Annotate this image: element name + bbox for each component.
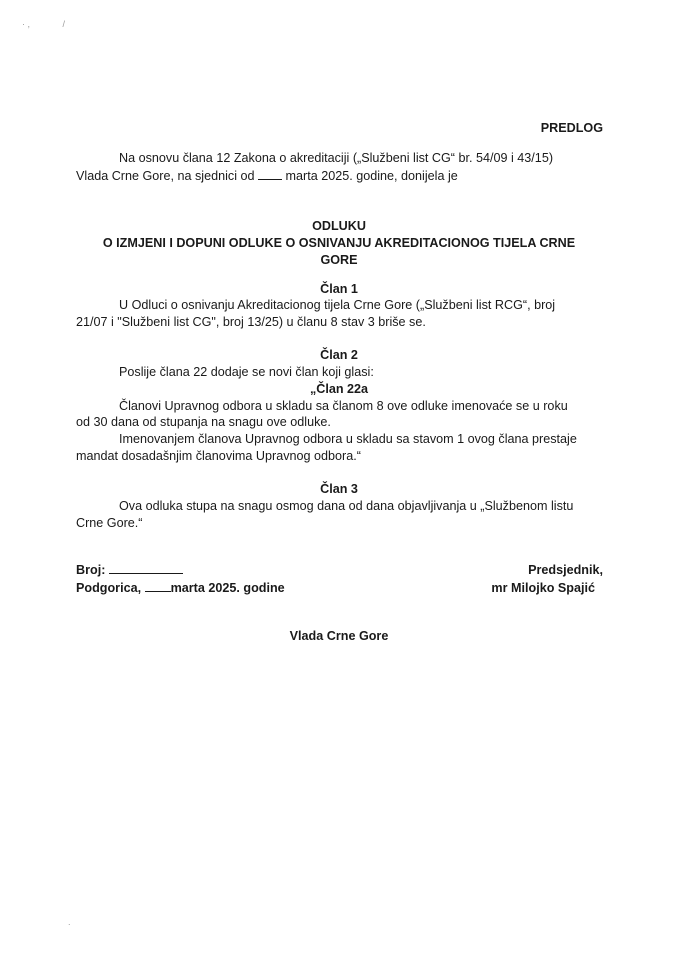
- article-2-line-3: Imenovanjem članova Upravnog odbora u skladu sa stavom 1 ovog člana prestaje: [119, 432, 577, 446]
- article-2-line-1: Članovi Upravnog odbora u skladu sa članom 8 ove odluke imenovaće se u roku: [119, 399, 568, 413]
- article-3-heading: Član 3: [320, 482, 358, 496]
- place-date: marta 2025. godine: [170, 581, 285, 595]
- signer-title: Predsjednik,: [528, 563, 603, 577]
- article-2-intro: Poslije člana 22 dodaje se novi član koji glasi:: [119, 365, 374, 379]
- issuer: Vlada Crne Gore: [289, 629, 389, 643]
- preamble-line-2-end: marta 2025. godine, donijela je: [285, 169, 458, 183]
- article-1-line-2: 21/07 i "Službeni list CG", broj 13/25) u članu 8 stav 3 briše se.: [76, 315, 426, 329]
- number-label: Broj:: [76, 563, 106, 577]
- article-3-line-2: Crne Gore.“: [76, 516, 143, 530]
- article-3-line-1: Ova odluka stupa na snagu osmog dana od dana objavljivanja u „Službenom listu: [119, 499, 574, 513]
- article-1-line-1: U Odluci o osnivanju Akreditacionog tijela Crne Gore („Službeni list RCG“, broj: [119, 298, 556, 312]
- number-line: [76, 562, 183, 579]
- scan-marks-bottom: .: [68, 917, 71, 927]
- preamble-line-2: [76, 168, 458, 185]
- article-2-sub-heading: „Član 22a: [309, 382, 369, 396]
- session-date-blank: [258, 168, 282, 180]
- preamble-line-1: Na osnovu člana 12 Zakona o akreditaciji („Službeni list CG“ br. 54/09 i 43/15): [119, 151, 554, 165]
- signer-name: mr Milojko Spajić: [491, 581, 595, 595]
- title-line-3: GORE: [320, 253, 358, 267]
- article-2-line-4: mandat dosadašnjim članovima Upravnog odbora.“: [76, 449, 361, 463]
- document-label: PREDLOG: [540, 121, 603, 135]
- preamble-line-2-start: Vlada Crne Gore, na sjednici od: [76, 169, 255, 183]
- place-label: Podgorica,: [76, 581, 142, 595]
- scan-marks-top: · , /: [22, 19, 66, 29]
- article-2-line-2: od 30 dana od stupanja na snagu ove odluke.: [76, 415, 331, 429]
- title-line-1: ODLUKU: [312, 219, 366, 233]
- article-2-heading: Član 2: [320, 348, 358, 362]
- article-1-heading: Član 1: [320, 282, 358, 296]
- number-blank: [109, 562, 183, 574]
- place-date-line: [76, 580, 285, 597]
- date-blank: [145, 580, 171, 592]
- title-line-2: O IZMJENI I DOPUNI ODLUKE O OSNIVANJU AKREDITACIONOG TIJELA CRNE: [102, 236, 576, 250]
